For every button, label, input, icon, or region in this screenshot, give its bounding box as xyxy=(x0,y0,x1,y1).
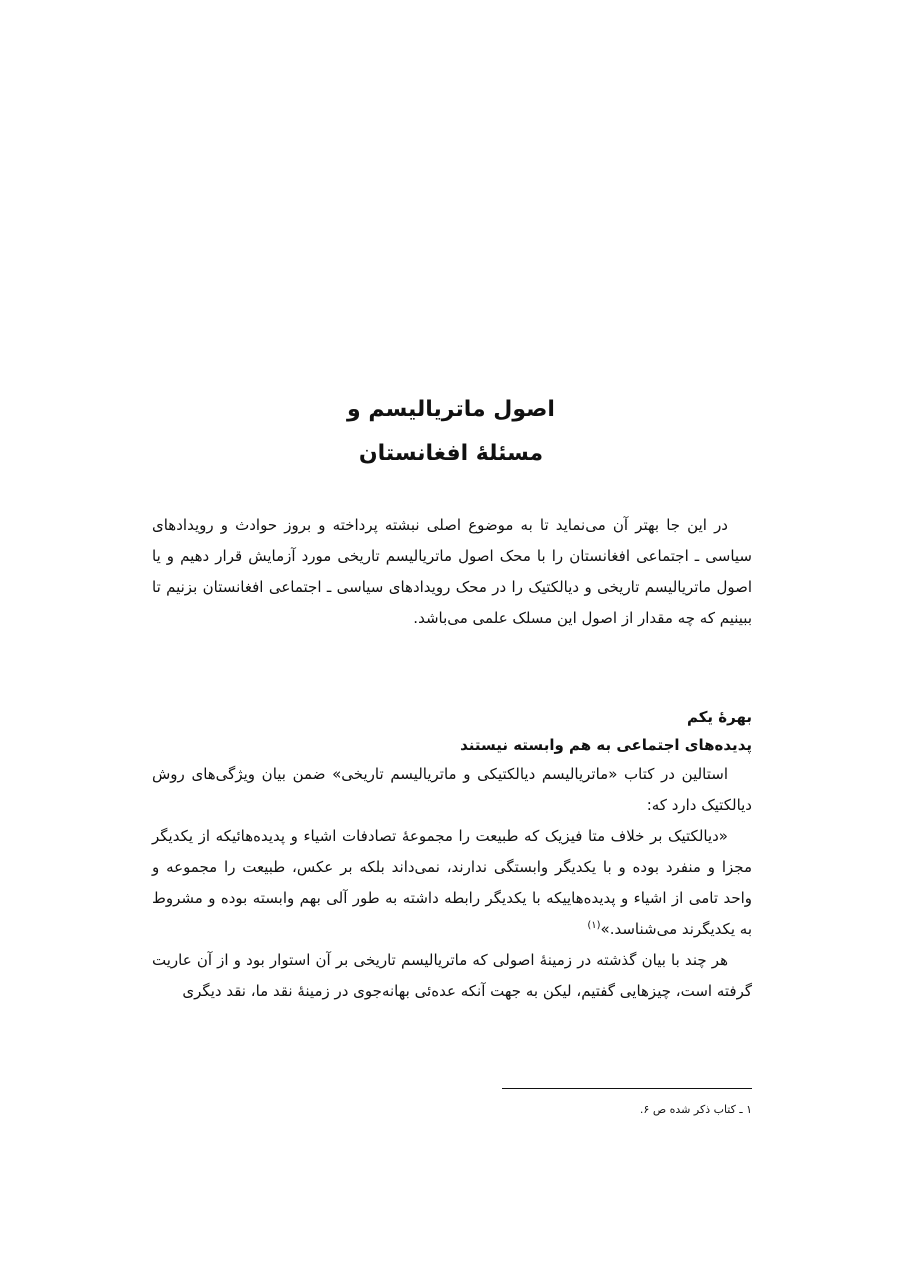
section-heading: بهرهٔ یکم xyxy=(686,708,752,726)
stalin-quote-paragraph xyxy=(152,821,752,945)
footnote-divider xyxy=(502,1088,752,1089)
intro-section xyxy=(152,510,752,634)
chapter-title-line-2: مسئلهٔ افغانستان xyxy=(358,441,544,466)
footnote-text: ۱ ـ کتاب ذکر شده ص ۶. xyxy=(639,1103,752,1116)
intro-paragraph: در این جا بهتر آن می‌نماید تا به موضوع اصلی نبشته پرداخته و بروز حوادث و رویدادهای سیاسی ـ اجتماعی افغانستان را با محک اصول ماتریالیسم تاریخی مورد آزمایش قرار دهیم و یا اصول ماتریالیسم تاریخی و دیالکتیک را در محک رویدادهای سیاسی ـ اجتماعی افغانستان بزنیم تا ببینیم که چه مقدار از اصول این مسلک علمی می‌باشد. xyxy=(152,516,752,627)
chapter-title xyxy=(0,388,902,476)
part-one-section xyxy=(152,703,752,1007)
stalin-quote-text: «دیالکتیک بر خلاف متا فیزیک که طبیعت را مجموعهٔ تصادفات اشیاء و پدیده‌هائیکه از یکدیگر مجزا و منفرد بوده و با یکدیگر وابستگی ندارند، نمی‌داند بلکه بر عکس، طبیعت را مجموعه و واحد تامی از اشیاء و پدیده‌هاییکه با یکدیگر رابطه داشته به طور آلی بهم وابسته بوده و مشروط به یکدیگرند می‌شناسد.» xyxy=(152,827,752,938)
footnote-reference: (۱) xyxy=(587,920,601,931)
stalin-intro-paragraph: استالین در کتاب «ماتریالیسم دیالکتیکی و ماتریالیسم تاریخی» ضمن بیان ویژگی‌های روش دیالکتیک دارد که: xyxy=(152,765,752,814)
discussion-paragraph: هر چند با بیان گذشته در زمینهٔ اصولی که ماتریالیسم تاریخی بر آن استوار بود و از آن عاریت گرفته است، چیزهایی گفتیم، لیکن به جهت آنکه عده‌ئی بهانه‌جوی در زمینهٔ نقد ما، نقد دیگری xyxy=(152,951,752,1000)
chapter-title-line-1: اصول ماتریالیسم و xyxy=(347,397,555,422)
section-subheading: پدیده‌های اجتماعی به هم وابسته نیستند xyxy=(460,736,752,754)
